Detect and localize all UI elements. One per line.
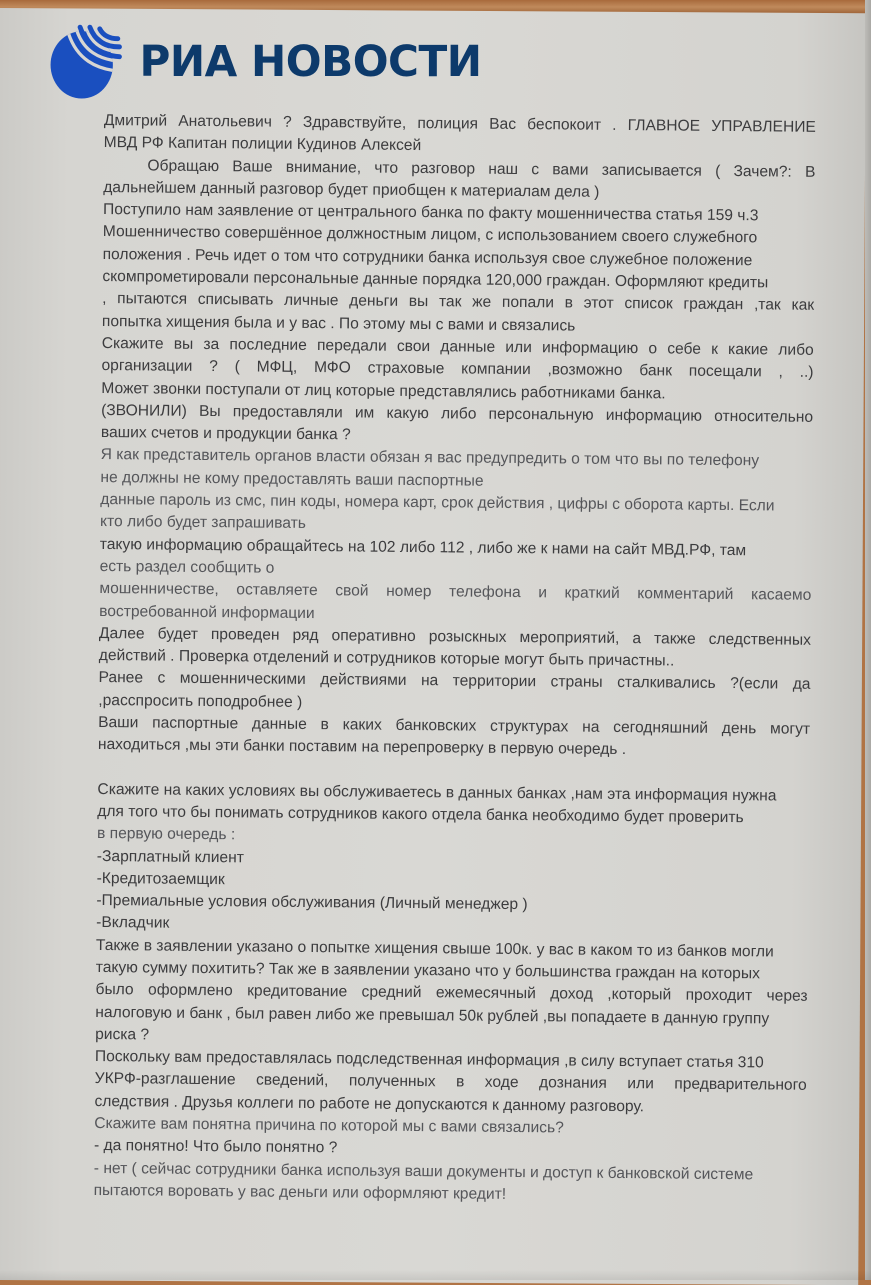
doc-line: в первую очередь : — [96, 825, 236, 844]
doc-line: Далее будет проведен ряд оперативно розыскных мероприятий, а также следственных — [98, 624, 812, 649]
doc-line: Ваши паспортные данные в каких банковских структурах на сегодняшний день могут — [98, 713, 811, 738]
doc-line: такую информацию обращайтесь на 102 либо 112 , либо же к нами на сайт МВД.РФ, там — [99, 535, 747, 559]
doc-line: для того что бы понимать сотрудников какого отдела банка необходимо будет проверить — [97, 802, 744, 827]
paper-bottom-shadow — [0, 1270, 871, 1280]
doc-line: Мошенничество совершённое должностным лицом, с использованием своего служебного — [102, 223, 758, 247]
doc-line: положения . Речь идет о том что сотрудники банка используя свое служебное положение — [102, 245, 753, 270]
doc-line: ,расспросить поподробнее ) — [98, 691, 303, 711]
doc-line: попытка хищения была и у вас . По этому мы с вами и связались — [101, 312, 576, 335]
paper-edge — [865, 0, 871, 1280]
ria-novosti-watermark — [44, 20, 485, 100]
doc-line: скомпрометировали персональные данные порядка 120,000 граждан. Оформляют кредиты — [102, 268, 769, 292]
doc-line: было оформлено кредитование средний ежемесячный доход ,который проходит через — [95, 981, 808, 1006]
doc-line: Поскольку вам предоставлялась подследственная информация ,в силу вступает статья 310 — [94, 1048, 764, 1072]
doc-line: Скажите вам понятна причина по которой мы с вами связались? — [94, 1115, 564, 1137]
ria-novosti-brand: РИА НОВОСТИ — [139, 37, 482, 87]
doc-line: есть раздел сообщить о — [99, 557, 275, 577]
ria-novosti-globe-icon — [44, 19, 126, 101]
doc-line: организации ? ( МФЦ, МФО страховые компании ,возможно банк посещали , ..) — [101, 357, 814, 382]
list-item: -Премиальные условия обслуживания (Личный менеджер ) — [96, 892, 528, 914]
doc-line: дальнейшем данный разговор будет приобщен к материалам дела ) — [103, 178, 600, 201]
doc-line: Дмитрий Анатольевич ? Здравствуйте, полиция Вас беспокоит . ГЛАВНОЕ УПРАВЛЕНИЕ — [103, 111, 816, 136]
doc-line: находиться ,мы эти банки поставим на перепроверку в первую очередь . — [97, 736, 627, 759]
list-item: -Вкладчик — [96, 914, 170, 933]
doc-line: такую сумму похитить? Так же в заявлении указано что у большинства граждан на которых — [95, 958, 760, 983]
doc-line: ваших счетов и продукции банка ? — [100, 424, 351, 444]
doc-line: риска ? — [95, 1025, 150, 1044]
doc-line: МВД РФ Капитан полиции Кудинов Алексей — [103, 134, 422, 155]
doc-line: Ранее с мошенническими действиями на территории страны сталкивались ?(если да — [98, 669, 811, 694]
doc-line: Может звонки поступали от лиц которые представлялись работниками банка. — [101, 379, 666, 402]
list-item: -Кредитозаемщик — [96, 869, 225, 888]
doc-line: Обращаю Ваше внимание, что разговор наш с вами записывается ( Зачем?: В — [147, 157, 816, 181]
doc-line: действий . Проверка отделений и сотрудников которые могут быть причастны.. — [98, 647, 675, 670]
document-body — [94, 110, 816, 1209]
doc-line: УКРФ-разглашение сведений, полученных в ходе дознания или предварительного — [94, 1070, 807, 1095]
doc-line: востребованной информации — [99, 602, 315, 622]
doc-line: - нет ( сейчас сотрудники банка используя ваши документы и доступ к банковской системе — [93, 1159, 754, 1183]
doc-line: - да понятно! Что было понятно ? — [93, 1137, 338, 1157]
doc-line: кто либо будет запрашивать — [99, 513, 306, 533]
doc-line: , пытаются списывать личные деньги вы так же попали в этот список граждан ,так как — [102, 290, 815, 315]
doc-line: Также в заявлении указано о попытке хищения свыше 100к. у вас в каком то из банков могли — [95, 936, 774, 961]
doc-line: Поступило нам заявление от центрального банка по факту мошенничества статья 159 ч.3 — [102, 201, 759, 225]
doc-line: (ЗВОНИЛИ) Вы предоставляли им какую либо персональную информацию относительно — [101, 401, 814, 426]
doc-line: мошенничестве, оставляете свой номер телефона и краткий комментарий касаемо — [99, 580, 812, 605]
doc-line: Скажите вы за последние передали свои данные или информацию о себе к какие либо — [101, 334, 814, 359]
doc-line: не должны не кому предоставлять ваши паспортные — [100, 468, 484, 490]
doc-line: Я как представитель органов власти обязан я вас предупредить о том что вы по телефону — [100, 446, 760, 470]
doc-line: налоговую и банк , был равен либо же превышал 50к рублей ,вы попадаете в данную группу — [95, 1003, 770, 1028]
doc-line: Скажите на каких условиях вы обслуживаетесь в данных банках ,нам эта информация нужна — [97, 780, 777, 805]
doc-line: данные пароль из смс, пин коды, номера карт, срок действия , цифры с оборота карты. Если — [100, 491, 775, 515]
doc-line: пытаются воровать у вас деньги или оформляют кредит! — [93, 1181, 507, 1203]
list-item: -Зарплатный клиент — [96, 847, 244, 866]
doc-line: следствия . Друзья коллеги по работе не допускаются к данному разговору. — [94, 1092, 645, 1115]
